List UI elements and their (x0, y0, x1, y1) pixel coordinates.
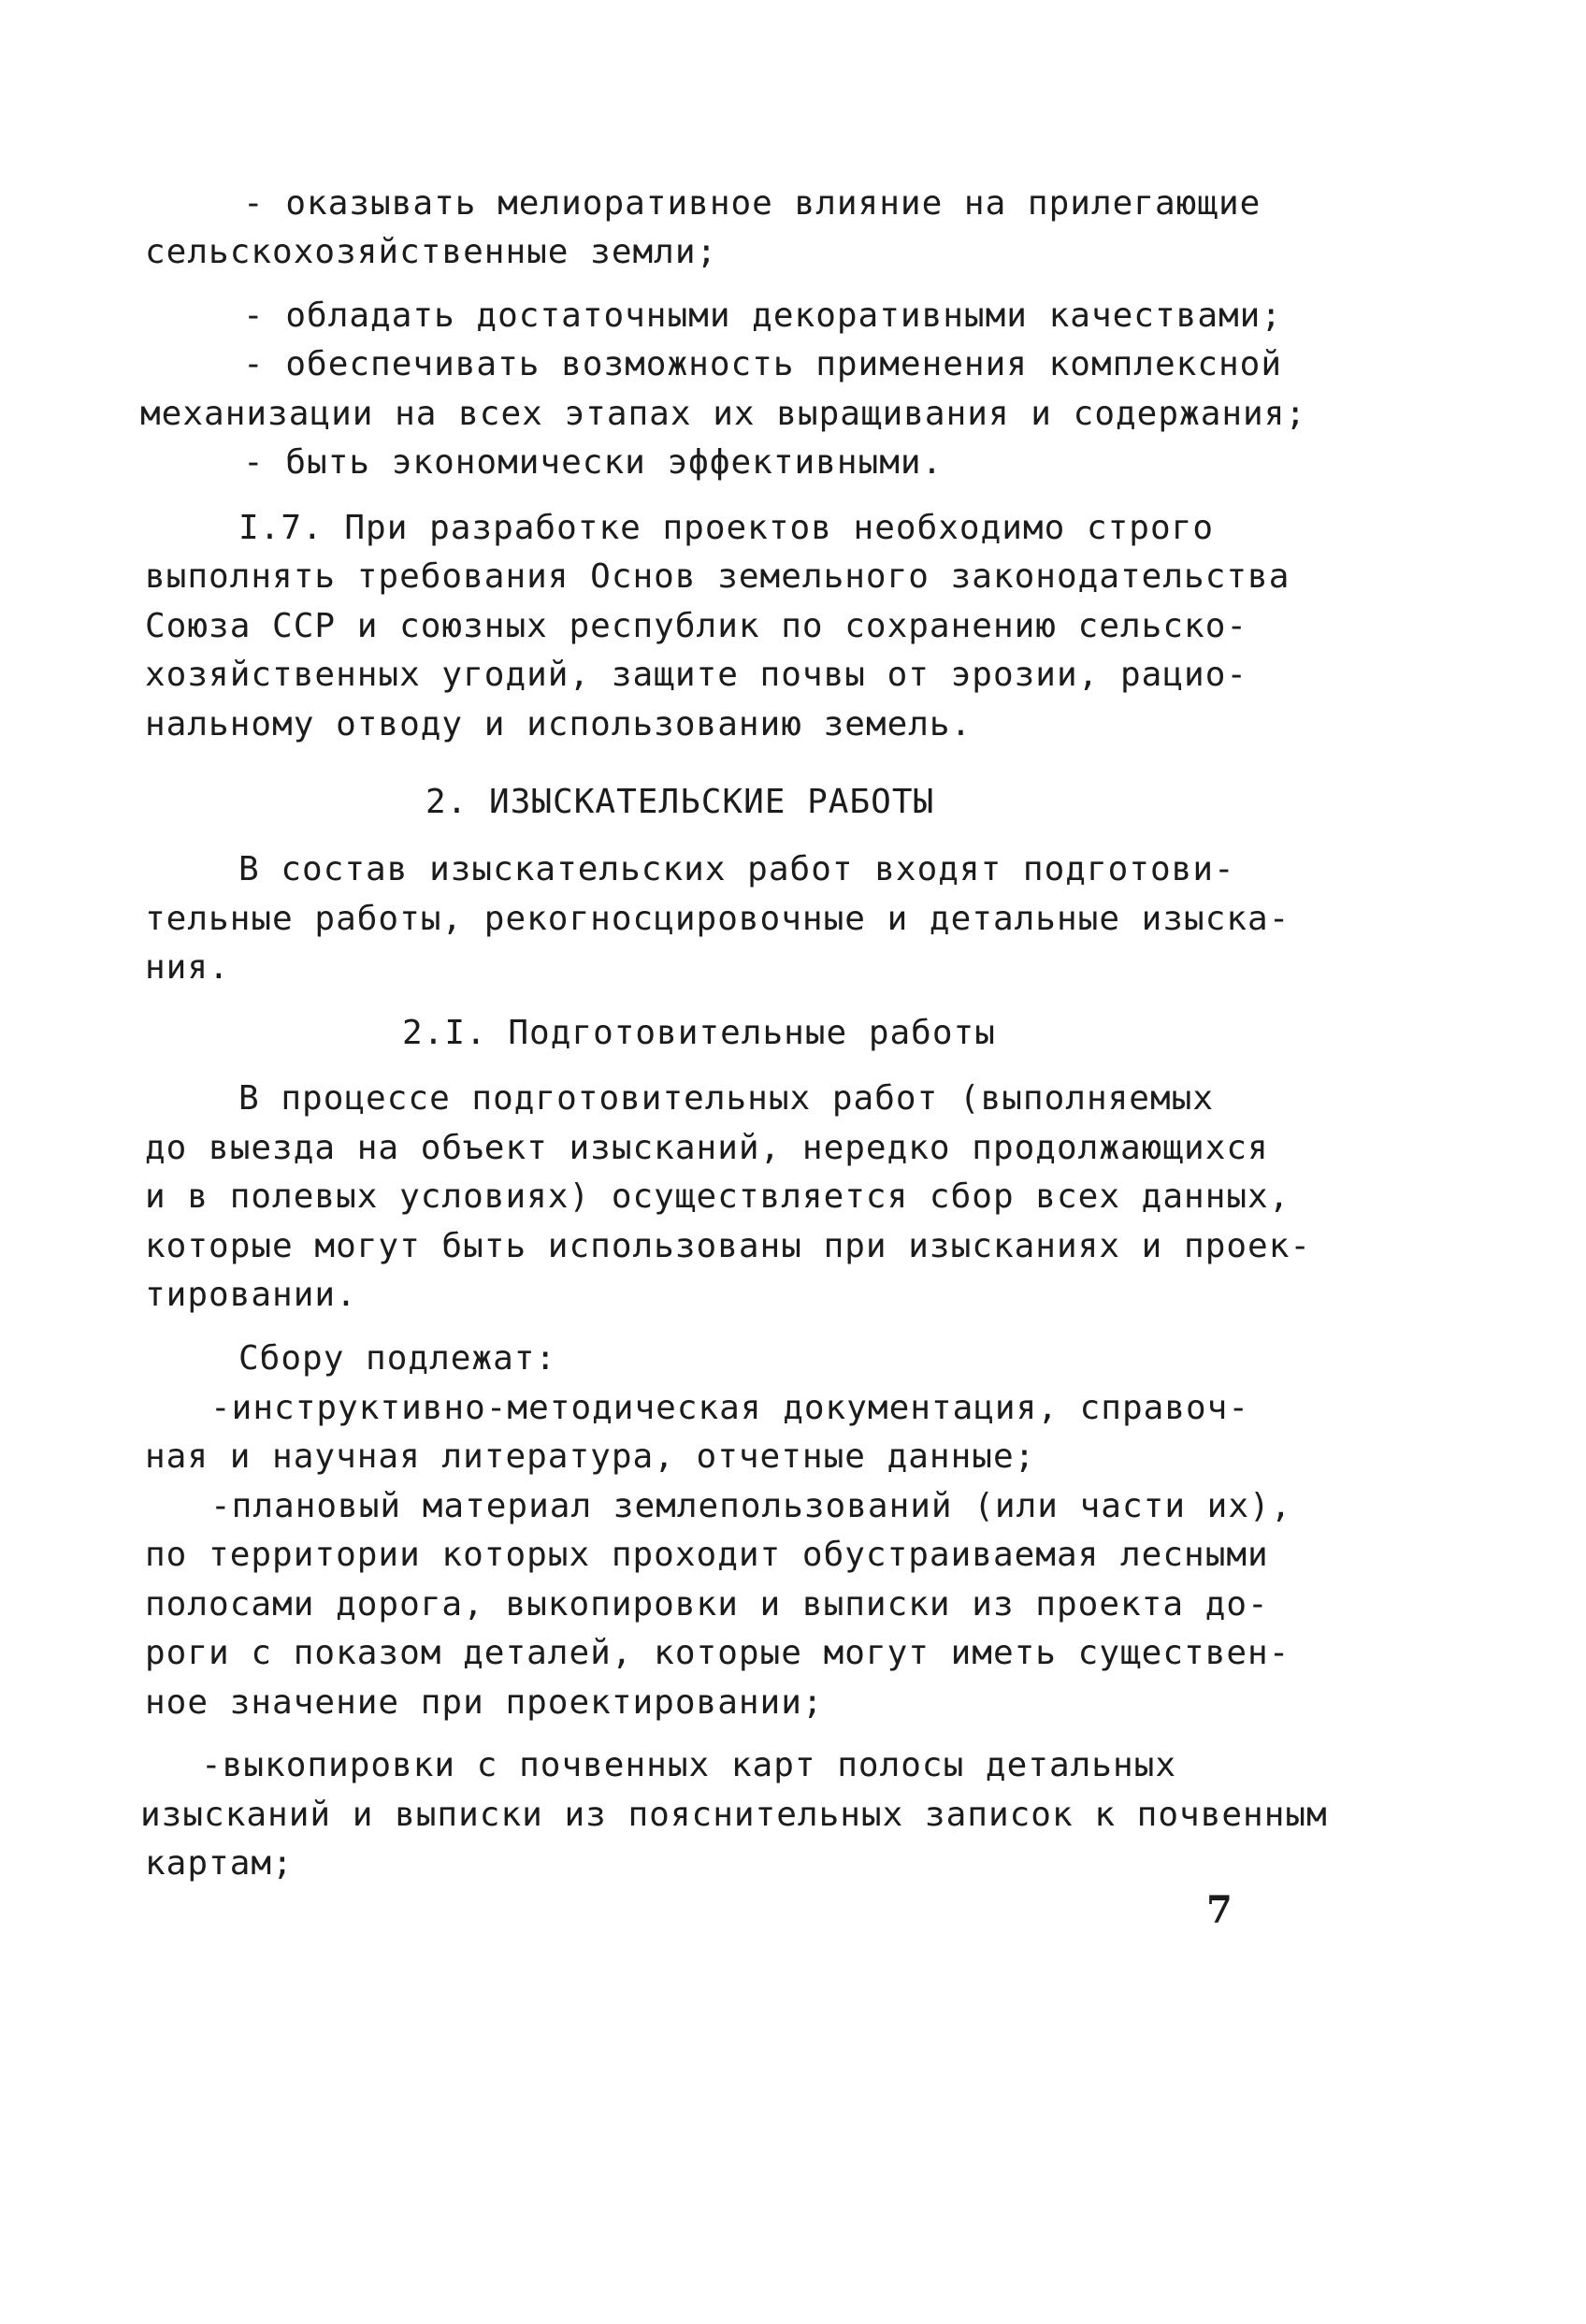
text-line: изысканий и выписки из пояснительных записок к почвенным (140, 1796, 1328, 1834)
text-line: выполнять требования Основ земельного законодательства (145, 557, 1290, 596)
text-line: -выкопировки с почвенных карт полосы детальных (201, 1746, 1176, 1784)
text-line: Союза ССР и союзных республик по сохранению сельско- (145, 607, 1248, 645)
text-line: I.7. При разработке проектов необходимо строго (238, 509, 1214, 547)
text-line: В состав изыскательских работ входят подготови- (238, 850, 1235, 888)
text-line: сельскохозяйственные земли; (145, 233, 718, 271)
text-line: нальному отводу и использованию земель. (145, 705, 973, 743)
text-line: которые могут быть использованы при изысканиях и проек- (145, 1227, 1312, 1265)
text-line: В процессе подготовительных работ (выполняемых (238, 1079, 1214, 1118)
text-line: ния. (145, 948, 230, 987)
text-line: тельные работы, рекогносцировочные и детальные изыска- (145, 900, 1290, 938)
text-line: до выезда на объект изысканий, нередко продолжающихся (145, 1129, 1269, 1167)
text-line: тировании. (145, 1276, 357, 1314)
text-line: роги с показом деталей, которые могут иметь существен- (145, 1634, 1290, 1672)
text-line: механизации на всех этапах их выращивания и содержания; (140, 395, 1307, 433)
text-line: картам; (145, 1844, 294, 1883)
text-line: и в полевых условиях) осуществляется сбор всех данных, (145, 1177, 1290, 1216)
text-line: ное значение при проектировании; (145, 1683, 824, 1722)
text-line: -инструктивно-методическая документация, справоч- (210, 1389, 1250, 1427)
text-line: - быть экономически эффективными. (243, 443, 944, 482)
text-line: - обеспечивать возможность применения комплексной (243, 345, 1283, 383)
text-line: - обладать достаточными декоративными качествами; (243, 296, 1283, 335)
text-line: Сбору подлежат: (238, 1339, 557, 1378)
text-line: по территории которых проходит обустраиваемая лесными (145, 1536, 1269, 1574)
page-number: 7 (1206, 1888, 1233, 1932)
text-line: хозяйственных угодий, защите почвы от эрозии, рацио- (145, 656, 1248, 694)
text-line: -плановый материал землепользований (или части их), (210, 1487, 1292, 1525)
text-line: ная и научная литература, отчетные данные; (145, 1437, 1036, 1476)
text-line: - оказывать мелиоративное влияние на прилегающие (243, 184, 1262, 223)
section-heading: 2. ИЗЫСКАТЕЛЬСКИЕ РАБОТЫ (425, 783, 935, 821)
text-line: полосами дорога, выкопировки и выписки из проекта до- (145, 1585, 1269, 1624)
subsection-heading: 2.I. Подготовительные работы (402, 1014, 996, 1052)
